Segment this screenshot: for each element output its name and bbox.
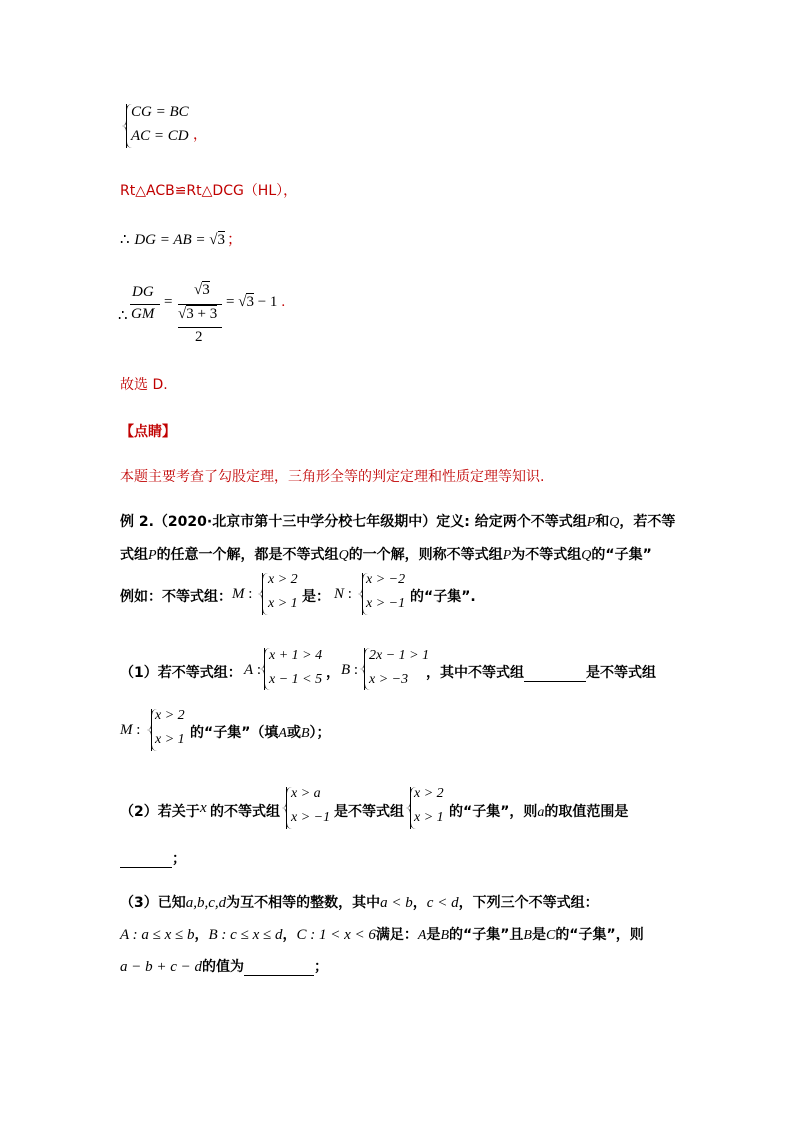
q3-cond1: a < b bbox=[380, 895, 413, 911]
set-m-label bbox=[232, 586, 252, 603]
q3-end: ； bbox=[314, 959, 329, 975]
set-p-2: P bbox=[148, 548, 157, 563]
q2-t-line2: x > 1 bbox=[414, 810, 444, 825]
q2-label: （2）若关于 bbox=[120, 804, 200, 820]
q2-x: x bbox=[200, 800, 207, 816]
q2-t-line1: x > 2 bbox=[414, 786, 444, 801]
system-cg-line1: CG = BC bbox=[131, 104, 189, 120]
q3-c-sys: C : 1 < x < 6 bbox=[296, 927, 376, 943]
ratio-frac-bar bbox=[130, 304, 160, 305]
example-and: 和 bbox=[595, 514, 610, 530]
colon-m: : bbox=[244, 586, 253, 602]
q3-set-a: A bbox=[417, 928, 427, 943]
q3-line-1 bbox=[120, 892, 599, 912]
system-m-line2: x > 1 bbox=[268, 596, 298, 611]
q2-mid1: 的不等式组 bbox=[210, 804, 280, 820]
rhs-den-sqrt-arg: 3 bbox=[186, 306, 194, 322]
ratio-eq: = bbox=[164, 294, 173, 310]
ratio-den: GM bbox=[131, 306, 155, 322]
rhs-den-num: √3 + 3 bbox=[178, 306, 218, 322]
q3-csep: ， bbox=[412, 895, 427, 911]
set-p: P bbox=[586, 515, 596, 530]
sqrt-sign: √ bbox=[209, 232, 218, 248]
ratio-result-tail: − 1 bbox=[253, 294, 278, 310]
rhs-den-tail: + 3 bbox=[193, 306, 218, 322]
q3-label: （3）已知 bbox=[120, 895, 186, 911]
example-intro-b: ，若不等 bbox=[619, 514, 676, 530]
q3-is1: 是 bbox=[426, 927, 441, 943]
q1-fill-a: A bbox=[278, 726, 287, 741]
comment-body: 本题主要考查了勾股定理，三角形全等的判定定理和性质定理等知识. bbox=[120, 469, 545, 485]
q3-set-b: B bbox=[440, 928, 449, 943]
q1-line-mid bbox=[426, 662, 656, 682]
q3-mid1: 为互不相等的整数，其中 bbox=[226, 895, 381, 911]
q2-tail: 的取值范围是 bbox=[544, 804, 629, 820]
q3-sub2: 的“子集”，则 bbox=[555, 927, 644, 943]
q1-answer-blank[interactable] bbox=[524, 665, 586, 682]
system-n-line1: x > −2 bbox=[366, 572, 406, 587]
q1-set-m-label: M : bbox=[120, 722, 141, 738]
q1-end-a: 的“子集”（填 bbox=[190, 725, 279, 741]
q3-mid3: 满足： bbox=[375, 927, 418, 943]
set-p-3: P bbox=[502, 548, 512, 563]
q1-a-line1: x + 1 > 4 bbox=[269, 648, 323, 663]
q1-set-a-label: A : bbox=[244, 662, 262, 678]
dg-equation bbox=[120, 228, 242, 249]
set-n: N bbox=[334, 586, 345, 602]
q3-b-sys: B : c ≤ x ≤ d bbox=[208, 927, 283, 943]
congruence-statement: Rt△ACB≌Rt△DCG（HL）， bbox=[120, 183, 298, 199]
line2-a: 式组 bbox=[120, 547, 148, 563]
q1-or: 或 bbox=[286, 725, 301, 741]
q1-a-line2: x − 1 < 5 bbox=[269, 672, 323, 687]
q2-line-tail bbox=[449, 801, 628, 821]
q3-expr: a − b + c − d bbox=[120, 959, 203, 975]
system-n-line2: x > −1 bbox=[366, 596, 406, 611]
q3-line-3 bbox=[120, 956, 328, 976]
q1-b-line1: 2x − 1 > 1 bbox=[369, 648, 430, 663]
q3-mid2: ，下列三个不等式组： bbox=[458, 895, 599, 911]
q3-tail: 的值为 bbox=[202, 959, 245, 975]
q3-answer-blank[interactable] bbox=[244, 959, 314, 976]
q3-sep1: ， bbox=[194, 927, 209, 943]
example-line-1 bbox=[120, 511, 675, 531]
example-intro-a: 例 2.（2020·北京市第十三中学分校七年级期中）定义: 给定两个不等式组 bbox=[120, 514, 587, 530]
therefore-symbol-2: ∴ bbox=[118, 308, 128, 324]
set-m: M bbox=[232, 586, 245, 602]
q3-a-sys: A : a ≤ x ≤ b bbox=[120, 927, 195, 943]
q3-vars: a,b,c,d bbox=[185, 895, 227, 911]
line2-c: 的一个解，则称不等式组 bbox=[348, 547, 503, 563]
q3-sub1: 的“子集”且 bbox=[449, 927, 524, 943]
dg-end: ； bbox=[227, 230, 243, 248]
q1-fill-b: B bbox=[300, 726, 310, 741]
line2-d: 为不等式组 bbox=[511, 547, 582, 563]
system-m-line1: x > 2 bbox=[268, 572, 298, 587]
q1-tail: 是不等式组 bbox=[586, 665, 656, 681]
rhs-den-den: 2 bbox=[195, 329, 203, 345]
example-line-2 bbox=[120, 544, 652, 564]
q3-line-2 bbox=[120, 924, 644, 944]
q1-m-line2: x > 1 bbox=[155, 732, 185, 747]
q1-end-b: ）； bbox=[309, 725, 331, 741]
q1-m-line1: x > 2 bbox=[155, 708, 185, 723]
q3-sep2: ， bbox=[282, 927, 297, 943]
q3-set-c: C bbox=[545, 928, 556, 943]
q2-mid3: 的“子集”，则 bbox=[449, 804, 538, 820]
set-n-label bbox=[334, 586, 352, 603]
q2-mid2: 是不等式组 bbox=[334, 804, 404, 820]
ratio-result-eq: = bbox=[226, 294, 239, 310]
q1-mid: ，其中不等式组 bbox=[426, 665, 524, 681]
q3-is2: 是 bbox=[531, 927, 546, 943]
rhs-inner-frac-bar bbox=[178, 327, 222, 328]
q2-answer-blank[interactable] bbox=[120, 851, 172, 868]
q3-set-b-2: B bbox=[523, 928, 532, 943]
q2-s-line2: x > −1 bbox=[291, 810, 331, 825]
set-q-2: Q bbox=[338, 548, 349, 563]
q1-b-line2: x > −3 bbox=[369, 672, 409, 687]
q2-end: ； bbox=[172, 851, 186, 867]
example-line-3-suffix: 的“子集”. bbox=[410, 589, 476, 605]
ratio-result-sqrt-arg: 3 bbox=[246, 294, 254, 310]
system-cg-comma: ， bbox=[193, 127, 207, 143]
q1-label: （1）若不等式组： bbox=[120, 665, 242, 681]
set-q: Q bbox=[609, 515, 620, 530]
dg-expr: DG = AB = bbox=[134, 232, 210, 248]
q1-set-a: A bbox=[244, 662, 254, 678]
rhs-num-sqrt: √3 bbox=[194, 282, 210, 298]
system-cg-line2: AC = CD bbox=[131, 128, 189, 144]
example-line-3-prefix: 例如：不等式组： bbox=[120, 589, 232, 605]
q1-comma: ， bbox=[326, 665, 340, 681]
example-line-3-mid: 是： bbox=[302, 589, 330, 605]
q2-answer-line bbox=[120, 848, 186, 868]
q1-set-m: M bbox=[120, 722, 133, 738]
q1-set-b: B bbox=[341, 662, 351, 678]
set-q-3: Q bbox=[581, 548, 592, 563]
q2-a: a bbox=[537, 805, 545, 820]
line2-b: 的任意一个解，都是不等式组 bbox=[156, 547, 339, 563]
ratio-equation bbox=[118, 282, 298, 352]
answer-choice: 故选 D. bbox=[120, 377, 168, 393]
q1-line-end bbox=[190, 722, 331, 742]
sqrt-arg: 3 bbox=[217, 232, 226, 248]
ratio-end: . bbox=[281, 294, 286, 310]
rhs-num-sqrt-arg: 3 bbox=[202, 282, 210, 298]
ratio-result: = √3 − 1 . bbox=[226, 294, 286, 310]
q3-cond2: c < d bbox=[426, 895, 459, 911]
comment-heading: 【点睛】 bbox=[120, 424, 176, 440]
q1-set-b-label: B : bbox=[341, 662, 359, 678]
q2-s-line1: x > a bbox=[291, 786, 321, 801]
colon-n: : bbox=[344, 586, 352, 602]
therefore-symbol: ∴ bbox=[120, 232, 130, 248]
ratio-num: DG bbox=[132, 284, 154, 300]
line2-e: 的“子集” bbox=[591, 547, 652, 563]
